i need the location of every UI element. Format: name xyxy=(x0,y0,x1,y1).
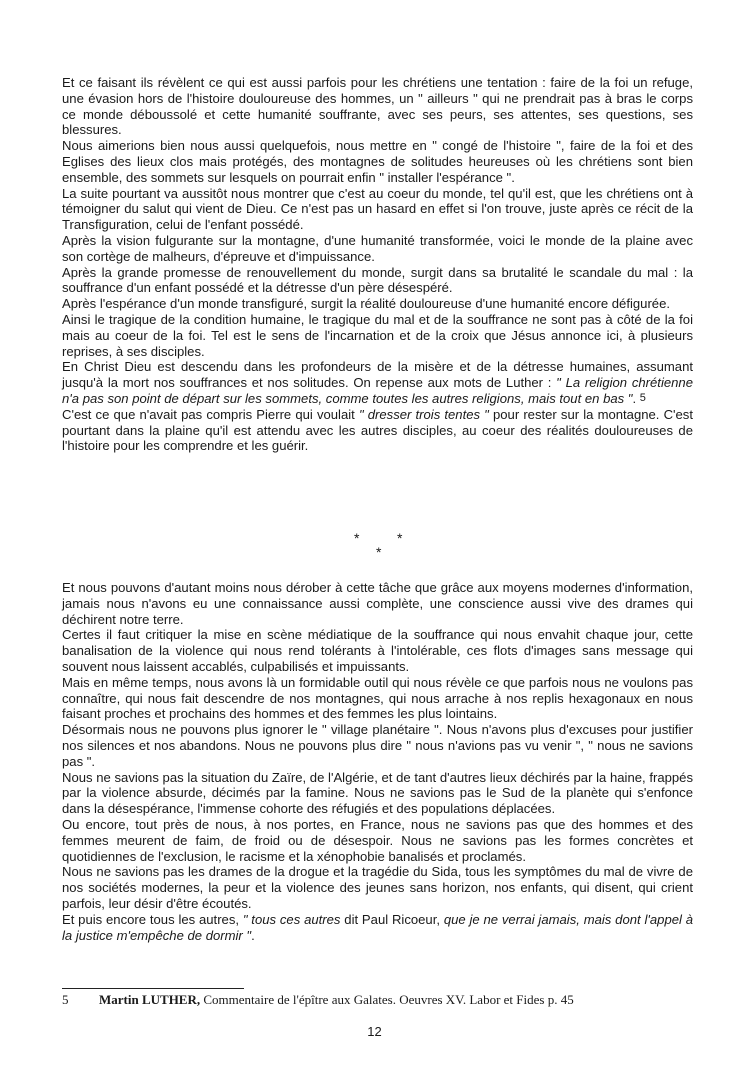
separator-asterisk: * xyxy=(354,530,360,546)
paragraph-text: dit Paul Ricoeur, xyxy=(340,911,444,927)
paragraph: Et nous pouvons d'autant moins nous dérober à cette tâche que grâce aux moyens modernes d'information, jamais nous n'avons eu une connaissance aussi complète, une conscience aussi vive des drames qui déchirent notre terre. xyxy=(62,580,693,627)
footnote-rule xyxy=(62,988,244,989)
paragraph: Après l'espérance d'un monde transfiguré, surgit la réalité douloureuse d'une humanité encore défigurée. xyxy=(62,296,671,312)
ricoeur-quote-end: que je ne verrai jamais, mais dont l'appel à la justice m'empêche de dormir " xyxy=(62,911,694,943)
paragraph-text: Et puis encore tous les autres, xyxy=(62,911,243,927)
paragraph: Et ce faisant ils révèlent ce qui est aussi parfois pour les chrétiens une tentation : faire de la foi un refuge, une évasion hors de l'histoire douloureuse des hommes, un " ailleurs " qui ne prendrait pas à bras le corps ce monde déboussolé et cette humanité souffrante, avec ses peurs, ses attentes, ses questions, ses blessures. xyxy=(62,75,693,138)
paragraph-text: . xyxy=(251,927,255,943)
paragraph: Ou encore, tout près de nous, à nos portes, en France, nous ne savions pas que des hommes et des femmes meurent de faim, de froid ou de désespoir. Nous ne savions pas les formes concrètes et quotidiennes de l'exclusion, le racisme et la xénophobie banalisés et proclamés. xyxy=(62,816,693,864)
paragraph-pierre xyxy=(62,407,693,454)
page-number: 12 xyxy=(367,1024,382,1039)
paragraph: Ainsi le tragique de la condition humaine, le tragique du mal et de la souffrance ne sont pas à côté de la foi mais au coeur de la foi. Tel est le sens de l'incarnation et de la croix que Jésus annonce ici, à plusieurs reprises, à ses disciples. xyxy=(62,311,693,359)
paragraph-text: pour rester sur la montagne. C'est pourtant dans la plaine qu'il est attendu avec les autres disciples, au coeur des réalités douloureuses de l'histoire pour les comprendre et les guérir. xyxy=(62,406,693,454)
paragraph: Après la vision fulgurante sur la montagne, d'une humanité transformée, voici le monde de la plaine avec son cortège de malheurs, d'épreuve et d'impuissance. xyxy=(62,232,693,264)
paragraph: Certes il faut critiquer la mise en scène médiatique de la souffrance qui nous envahit chaque jour, cette banalisation de la violence qui nous rend tolérants à l'intolérable, ces flots d'images sans message qui souvent nous laissent accablés, culpabilisés et impuissants. xyxy=(62,627,693,674)
footnote-number: 5 xyxy=(62,992,69,1007)
section-separator xyxy=(0,530,749,560)
quote-punctuation: . xyxy=(632,390,640,406)
footnote-reference[interactable]: 5 xyxy=(639,391,646,404)
paragraph: Nous ne savions pas la situation du Zaïre, de l'Algérie, et de tant d'autres lieux déchirés par la haine, frappés par la violence absurde, décimés par la famine. Nous ne savions pas le Sud de la planète qui s'enfonce dans la désespérance, l'immense cohorte des réfugiés et des populations déplacées. xyxy=(62,769,693,817)
paragraph-text: C'est ce que n'avait pas compris Pierre qui voulait xyxy=(62,406,359,422)
paragraph-text: En Christ Dieu est descendu dans les profondeurs de la misère et de la détresse humaines, assumant jusqu'à la mort nos souffrances et nos solitudes. On repense aux mots de Luther : xyxy=(62,359,693,391)
footnote-text: Commentaire de l'épître aux Galates. Oeuvres XV. Labor et Fides p. 45 xyxy=(200,992,574,1007)
paragraph: Nous aimerions bien nous aussi quelquefois, nous mettre en " congé de l'histoire ", faire de la foi et des Eglises des lieux clos mais protégés, des montagnes de solitudes heureuses où les chrétiens sont bien ensemble, des sommets sur lesquels on pourrait enfin " installer l'espérance ". xyxy=(62,138,693,185)
separator-asterisk: * xyxy=(376,544,382,560)
luther-quote: " La religion chrétienne n'a pas son point de départ sur les sommets, comme toutes les autres religions, mais tout en bas " xyxy=(62,375,693,406)
footnote xyxy=(62,992,702,1007)
ricoeur-quote-start: " tous ces autres xyxy=(242,911,341,927)
paragraph-ricoeur xyxy=(62,912,693,944)
paragraph: Mais en même temps, nous avons là un formidable outil qui nous révèle ce que parfois nous ne voulons pas connaître, qui nous fait descendre de nos montagnes, qui nous arrache à nos replis hexagonaux en nous faisant proches et prochains des hommes et des femmes les plus lointains. xyxy=(62,674,693,722)
paragraph: Après la grande promesse de renouvellement du monde, surgit dans sa brutalité le scandale du mal : la souffrance d'un enfant possédé et la détresse d'un père désespéré. xyxy=(62,264,693,296)
paragraph-luther xyxy=(62,359,693,406)
text-section-information xyxy=(62,580,693,943)
paragraph: La suite pourtant va aussitôt nous montrer que c'est au coeur du monde, tel qu'il est, que les chrétiens ont à témoigner du salut qui vient de Dieu. Ce n'est pas un hasard en effet si l'on trouve, juste après ce récit de la Transfiguration, celui de l'enfant possédé. xyxy=(62,185,693,233)
footnote-author: Martin LUTHER, xyxy=(99,992,201,1007)
pierre-quote: " dresser trois tentes " xyxy=(358,406,489,422)
paragraph: Nous ne savions pas les drames de la drogue et la tragédie du Sida, tous les symptômes du mal de vivre de nos sociétés modernes, la peur et la violence des jeunes sans horizon, nos enfants, qui disent, qui crient parfois, leur désir d'être écoutés. xyxy=(62,864,693,911)
text-section-transfiguration xyxy=(62,75,693,454)
paragraph: Désormais nous ne pouvons plus ignorer le " village planétaire ". Nous n'avons plus d'excuses pour justifier nos silences et nos abandons. Nous ne pouvons plus dire " nous n'avions pas vu venir ", " nous ne savions pas ". xyxy=(62,722,693,769)
separator-asterisk: * xyxy=(397,530,403,546)
